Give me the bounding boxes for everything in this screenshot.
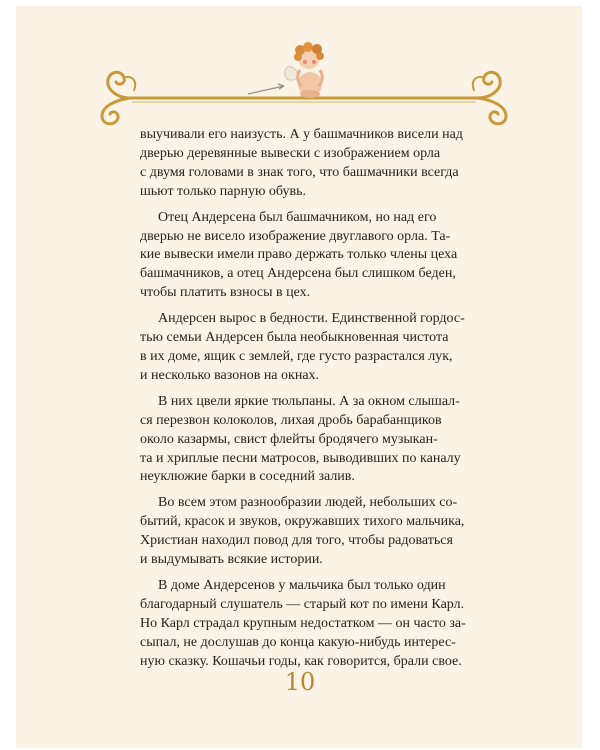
text-line: дверью не висело изображение двуглавого орла. Та-: [140, 228, 451, 244]
text-line: Во всем этом разнообразии людей, небольших со-: [158, 495, 458, 511]
paragraph: [140, 393, 497, 488]
text-line: Но Карл страдал крупным недостатком — он часто за-: [140, 615, 466, 631]
text-line: та и хриплые песни матросов, выводивших по каналу: [140, 450, 461, 466]
text-line: и выдумывать всякие истории.: [140, 552, 323, 568]
arrow: [248, 86, 284, 94]
text-line: ся перезвон колоколов, лихая дробь барабанщиков: [140, 412, 442, 428]
text-line: неуклюжие барки в соседний залив.: [140, 469, 355, 485]
text-line: Христиан находил повод для того, чтобы радоваться: [140, 533, 453, 549]
text-line: В них цвели яркие тюльпаны. А за окном слышал-: [158, 393, 460, 409]
text-line: сыпал, не дослушав до конца какую-нибудь интерес-: [140, 634, 456, 650]
text-line: в их доме, ящик с землей, где густо разрастался лук,: [140, 348, 453, 364]
text-line: башмачников, а отец Андерсена был слишком беден,: [140, 266, 456, 282]
left-scroll: [102, 72, 135, 124]
paragraph: [140, 577, 497, 672]
text-line: с двумя головами в знак того, что башмачники всегда: [140, 164, 459, 180]
paragraph: [140, 209, 497, 304]
page-number: 10: [284, 668, 316, 696]
cherub-ornament-icon: [88, 40, 520, 130]
text-line: шьют только парную обувь.: [140, 183, 307, 199]
cherub: [285, 42, 324, 98]
text-line: чтобы платить взносы в цех.: [140, 285, 311, 301]
text-line: кие вывески имели право держать только члены цеха: [140, 247, 458, 263]
text-line: выучивали его наизусть. А у башмачников висели над: [140, 127, 463, 142]
paragraph: [140, 126, 497, 202]
paragraph: [140, 494, 497, 570]
right-scroll: [473, 72, 506, 124]
text-line: и несколько вазонов на окнах.: [140, 367, 320, 383]
text-line: Андерсен вырос в бедности. Единственной гордос-: [158, 311, 465, 327]
text-line: дверью деревянные вывески с изображением орла: [140, 145, 441, 161]
text-line: благодарный слушатель — старый кот по имени Карл.: [140, 596, 465, 612]
text-line: тью семьи Андерсен была необыкновенная чистота: [140, 330, 449, 346]
text-line: В доме Андерсенов у мальчика был только один: [158, 577, 446, 593]
text-line: ную сказку. Кошачьи годы, как говорится, брали свое.: [140, 653, 462, 669]
text-line: бытий, красок и звуков, окружавших тихого мальчика,: [140, 514, 465, 530]
paragraph: [140, 310, 497, 386]
body-text: [140, 126, 497, 678]
text-line: Отец Андерсена был башмачником, но над его: [158, 209, 437, 225]
text-line: около казармы, свист флейты бродячего музыкан-: [140, 431, 438, 447]
